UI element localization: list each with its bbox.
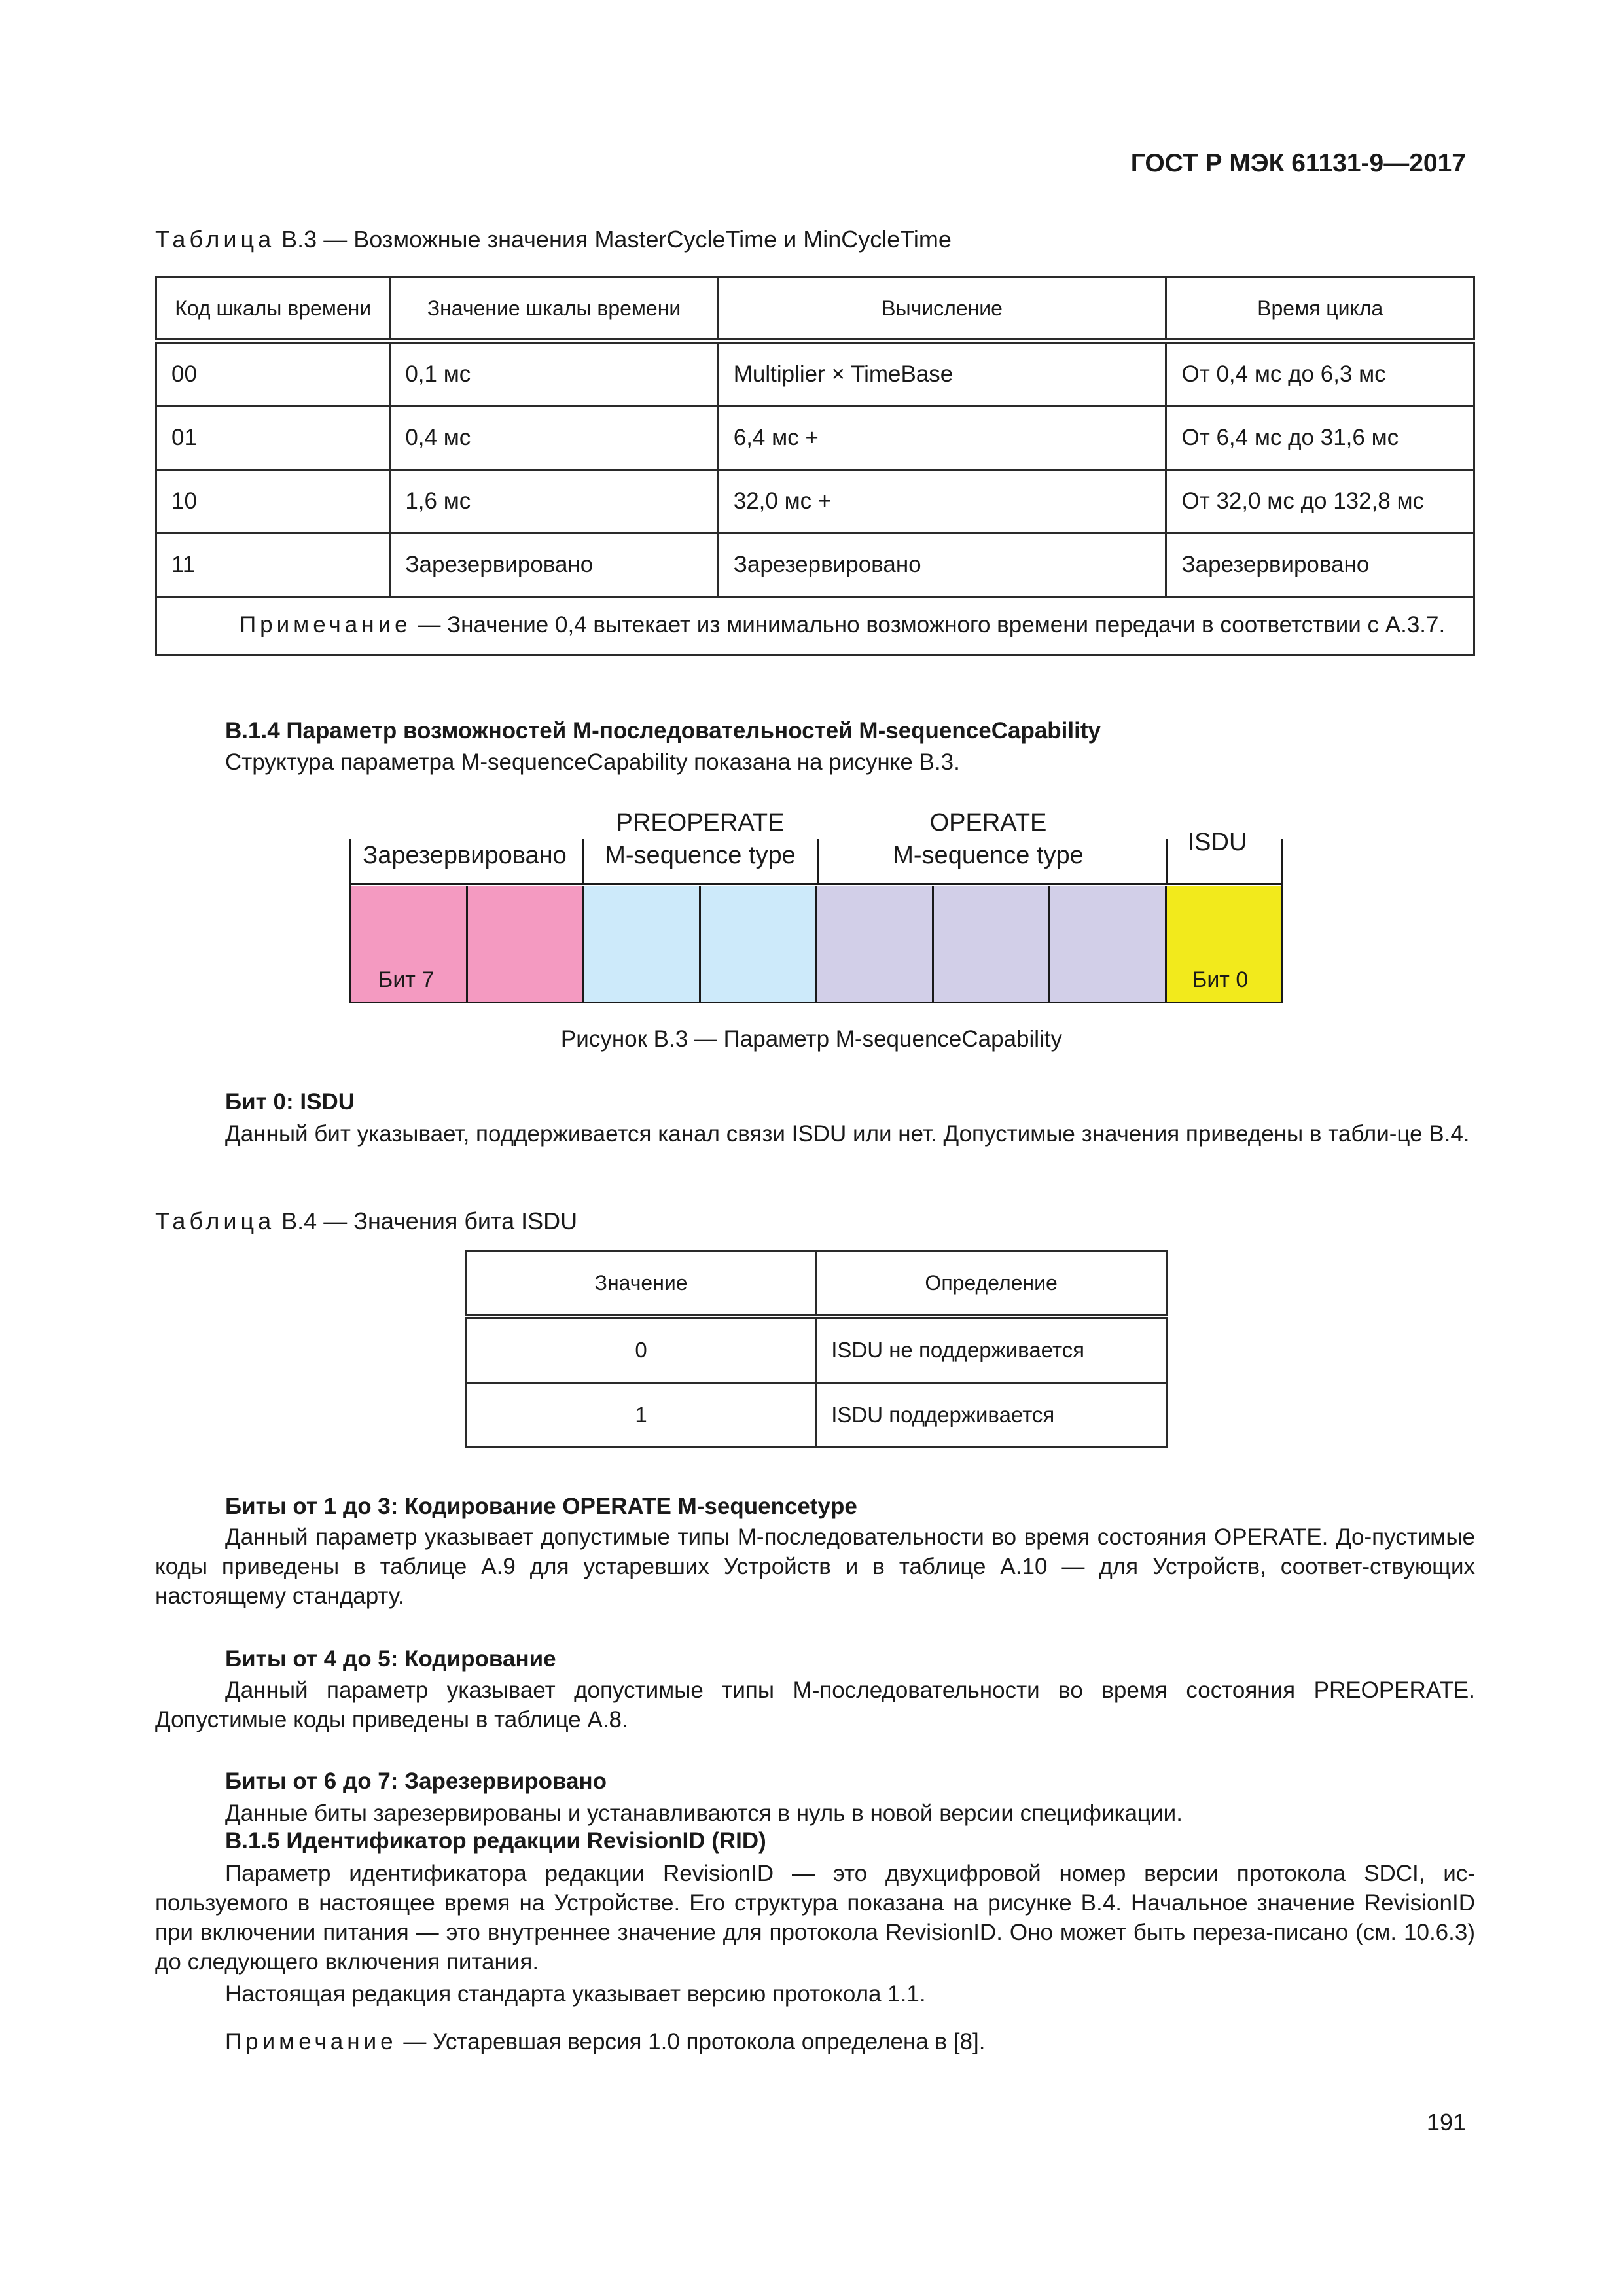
table-b4-caption [155,1208,577,1235]
table-cell: 0 [467,1316,816,1383]
table-b4 [465,1250,1168,1448]
bit-cell-6 [468,886,584,1002]
bits13-heading: Биты от 1 до 3: Кодирование OPERATE M-sequencetype [225,1494,857,1519]
table-b4-header: Значение [467,1251,816,1317]
section-b14-heading: В.1.4 Параметр возможностей М-последовательностей M-sequenceCapability [225,718,1101,744]
table-b4-caption-text: В.4 — Значения бита ISDU [275,1208,578,1234]
note-text: — Устаревшая версия 1.0 протокола определена в [8]. [397,2029,986,2054]
table-cell: 1 [467,1383,816,1448]
table-b3-caption-text: В.3 — Возможные значения MasterCycleTime и MinCycleTime [275,226,952,253]
figure-b3-caption: Рисунок В.3 — Параметр M-sequenceCapability [560,1026,1063,1052]
table-cell: ISDU поддерживается [816,1383,1167,1448]
group-preoperate-label: PREOPERATE [616,809,785,836]
table-cell: 11 [156,533,390,597]
page-number: 191 [1426,2109,1466,2136]
table-b3-note-row [156,597,1474,655]
table-row [467,1316,1167,1383]
group-divider [1166,839,1168,885]
bits13-text [155,1522,1475,1611]
bit0-heading: Бит 0: ISDU [225,1089,355,1115]
table-cell: Зарезервировано [1166,533,1474,597]
table-cell: 10 [156,470,390,533]
bit-cell-2 [934,886,1050,1002]
bit0-text [155,1119,1475,1149]
table-row [156,406,1474,470]
table-cell: 00 [156,341,390,406]
table-cell: 0,1 мс [390,341,718,406]
table-cell: Зарезервировано [390,533,718,597]
group-divider [817,839,819,885]
bit0-text-content: Данный бит указывает, поддерживается канал связи ISDU или нет. Допустимые значения приведены в табли-це В.4. [225,1121,1470,1147]
table-b3-note [156,597,1474,655]
bits45-heading: Биты от 4 до 5: Кодирование [225,1646,556,1672]
table-cell: 32,0 мс + [718,470,1166,533]
table-b4-header: Определение [816,1251,1167,1317]
table-row [467,1383,1167,1448]
bits67-text-content: Данные биты зарезервированы и устанавливаются в нуль в новой версии спецификации. [225,1801,1183,1826]
note-text: — Значение 0,4 вытекает из минимально возможного времени передачи в соответствии с А.3.7. [411,612,1446,637]
table-cell: 01 [156,406,390,470]
bits45-text-content: Данный параметр указывает допустимые типы М-последовательности во время состояния PREOPERATE. Допустимые коды приведены в таблице А.8. [155,1677,1475,1732]
table-cell: ISDU не поддерживается [816,1316,1167,1383]
section-b15-text-content: Параметр идентификатора редакции RevisionID — это двухцифровой номер версии протокола SDCI, ис-пользуемого в настоящее время на Устройстве. Его структура показана на рисунке В.4. Начальное значение RevisionID при включении питания — это внутреннее значение для протокола RevisionID. Оно может быть переза-писано (см. 10.6.3) до следующего включения питания. [155,1861,1475,1975]
table-cell: Multiplier × TimeBase [718,341,1166,406]
table-cell: 1,6 мс [390,470,718,533]
bit7-label: Бит 7 [378,967,435,992]
bits67-text [155,1799,1475,1828]
section-b15-text2: Настоящая редакция стандарта указывает версию протокола 1.1. [225,1981,926,2007]
bits67-heading: Биты от 6 до 7: Зарезервировано [225,1768,607,1794]
table-b3-header: Значение шкалы времени [390,278,718,342]
standard-designation: ГОСТ Р МЭК 61131-9—2017 [1130,149,1466,177]
section-b15-note [225,2029,985,2055]
bit-cell-3 [817,886,934,1002]
bit-cell-1 [1050,886,1167,1002]
group-operate-sublabel: M-sequence type [893,842,1084,869]
table-row [156,470,1474,533]
table-cell: Зарезервировано [718,533,1166,597]
table-b3-caption [155,226,952,253]
table-cell: От 0,4 мс до 6,3 мс [1166,341,1474,406]
bits13-text-content: Данный параметр указывает допустимые типы М-последовательности во время состояния OPERATE. До-пустимые коды приведены в таблице А.9 для устаревших Устройств и в таблице А.10 — для Устройств, соответ-ствующих настоящему стандарту. [155,1524,1475,1609]
table-b4-caption-word: Таблица [155,1208,276,1234]
table-cell: От 6,4 мс до 31,6 мс [1166,406,1474,470]
group-divider [1281,839,1283,885]
note-word: Примечание [225,2029,397,2054]
bit-cell-4 [701,886,817,1002]
note-word: Примечание [240,612,412,637]
group-preoperate-sublabel: M-sequence type [605,842,796,869]
group-isdu-label: ISDU [1187,829,1247,856]
table-b3 [155,276,1475,656]
section-b15-text [155,1859,1475,1977]
table-cell: От 32,0 мс до 132,8 мс [1166,470,1474,533]
table-cell: 6,4 мс + [718,406,1166,470]
group-operate-label: OPERATE [929,809,1047,836]
group-reserved-label: Зарезервировано [363,842,567,869]
section-b15-heading: В.1.5 Идентификатор редакции RevisionID (RID) [225,1828,766,1854]
table-b3-header: Время цикла [1166,278,1474,342]
bit0-label: Бит 0 [1192,967,1249,992]
section-b14-text: Структура параметра M-sequenceCapability показана на рисунке В.3. [225,749,960,775]
table-b3-caption-word: Таблица [155,226,276,253]
bit-cell-5 [584,886,701,1002]
group-divider [349,839,351,885]
table-b3-header: Код шкалы времени [156,278,390,342]
table-row [156,341,1474,406]
table-b3-header: Вычисление [718,278,1166,342]
bits45-text [155,1676,1475,1734]
table-cell: 0,4 мс [390,406,718,470]
table-row [156,533,1474,597]
group-divider [582,839,584,885]
